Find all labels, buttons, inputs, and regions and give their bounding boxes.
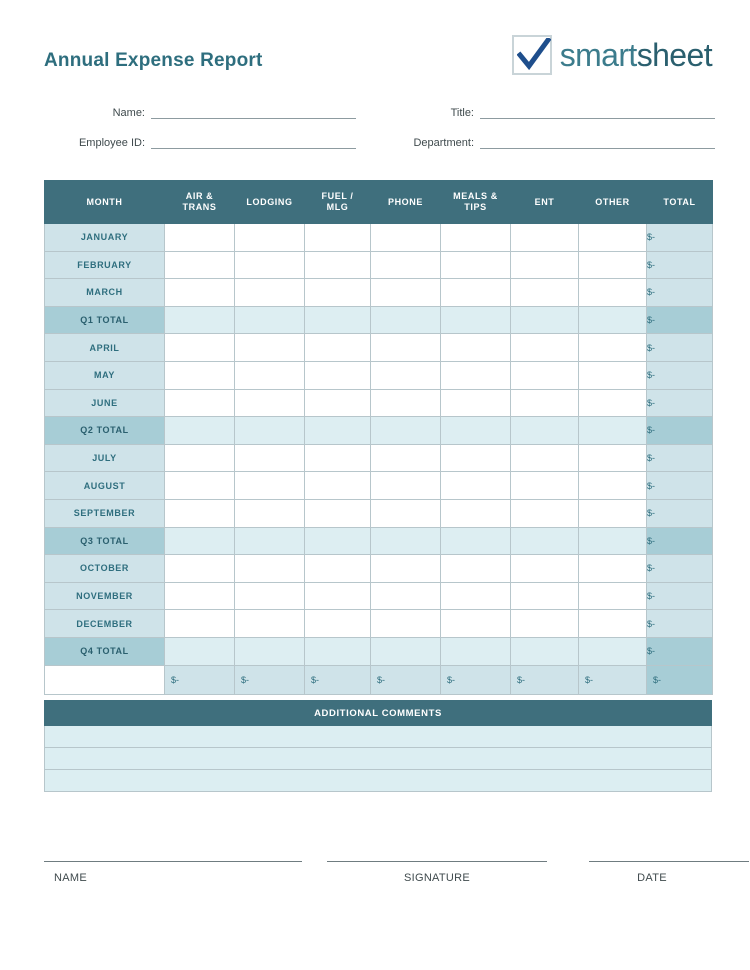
cell-january-meals[interactable] xyxy=(441,224,511,252)
cell-july-other[interactable] xyxy=(579,444,647,472)
row-label-march: MARCH xyxy=(45,279,165,307)
table-row-quarter-total xyxy=(45,527,713,555)
signature-group xyxy=(327,845,547,884)
cell-august-air[interactable] xyxy=(165,472,235,500)
cell-april-lodging[interactable] xyxy=(235,334,305,362)
logo-word-smart: smart xyxy=(559,37,637,73)
column-header-fuel-mlg-l2: MLG xyxy=(326,202,349,212)
row-label-july: JULY xyxy=(45,444,165,472)
cell-october-ent[interactable] xyxy=(511,555,579,583)
cell-july-lodging[interactable] xyxy=(235,444,305,472)
table-row xyxy=(45,472,713,500)
table-row xyxy=(45,555,713,583)
table-row xyxy=(45,582,713,610)
table-row xyxy=(45,610,713,638)
column-header-air-trans-l2: TRANS xyxy=(182,202,217,212)
cell-august-fuel[interactable] xyxy=(305,472,371,500)
table-row xyxy=(45,279,713,307)
column-header-total xyxy=(647,181,713,224)
column-header-meals-tips xyxy=(441,181,511,224)
column-header-other-l1: OTHER xyxy=(595,196,630,207)
date-label: DATE xyxy=(637,872,667,884)
cell-february-meals[interactable] xyxy=(441,251,511,279)
grand-total-other: $- xyxy=(579,665,647,694)
table-row-quarter-total xyxy=(45,637,713,665)
additional-comments-heading: ADDITIONAL COMMENTS xyxy=(44,700,712,726)
cell-q2-ent xyxy=(511,417,579,445)
cell-q2-air xyxy=(165,417,235,445)
date-input[interactable] xyxy=(589,845,749,862)
cell-q3-lodging xyxy=(235,527,305,555)
name-signature-label: NAME xyxy=(54,872,87,884)
signature-section xyxy=(44,845,712,895)
cell-november-air[interactable] xyxy=(165,582,235,610)
title-field-group xyxy=(414,104,715,119)
row-label-may: MAY xyxy=(45,361,165,389)
cell-q1-air xyxy=(165,306,235,334)
cell-march-lodging[interactable] xyxy=(235,279,305,307)
table-row xyxy=(45,444,713,472)
additional-comments-section xyxy=(44,700,712,792)
row-label-q3-total: Q3 TOTAL xyxy=(45,527,165,555)
row-label-december: DECEMBER xyxy=(45,610,165,638)
title-input[interactable] xyxy=(480,104,715,119)
cell-february-other[interactable] xyxy=(579,251,647,279)
cell-april-total: $- xyxy=(647,334,713,362)
cell-q4-meals xyxy=(441,637,511,665)
row-label-q1-total: Q1 TOTAL xyxy=(45,306,165,334)
cell-december-meals[interactable] xyxy=(441,610,511,638)
cell-june-fuel[interactable] xyxy=(305,389,371,417)
grand-total-label xyxy=(45,665,165,694)
cell-september-other[interactable] xyxy=(579,499,647,527)
cell-october-fuel[interactable] xyxy=(305,555,371,583)
cell-november-meals[interactable] xyxy=(441,582,511,610)
cell-march-meals[interactable] xyxy=(441,279,511,307)
cell-july-fuel[interactable] xyxy=(305,444,371,472)
column-header-fuel-mlg xyxy=(305,181,371,224)
cell-q2-phone xyxy=(371,417,441,445)
cell-q2-meals xyxy=(441,417,511,445)
table-row xyxy=(45,251,713,279)
row-label-august: AUGUST xyxy=(45,472,165,500)
cell-q2-fuel xyxy=(305,417,371,445)
employee-id-input[interactable] xyxy=(151,134,356,149)
cell-august-total: $- xyxy=(647,472,713,500)
cell-q3-other xyxy=(579,527,647,555)
cell-may-fuel[interactable] xyxy=(305,361,371,389)
cell-august-lodging[interactable] xyxy=(235,472,305,500)
name-signature-input[interactable] xyxy=(44,845,302,862)
table-row xyxy=(45,499,713,527)
cell-december-air[interactable] xyxy=(165,610,235,638)
table-row xyxy=(45,224,713,252)
signature-input[interactable] xyxy=(327,845,547,862)
cell-march-air[interactable] xyxy=(165,279,235,307)
cell-november-ent[interactable] xyxy=(511,582,579,610)
cell-february-phone[interactable] xyxy=(371,251,441,279)
cell-q4-fuel xyxy=(305,637,371,665)
table-header-row xyxy=(45,181,713,224)
cell-october-lodging[interactable] xyxy=(235,555,305,583)
signature-label: SIGNATURE xyxy=(403,872,471,884)
column-header-air-trans xyxy=(165,181,235,224)
cell-may-air[interactable] xyxy=(165,361,235,389)
cell-february-air[interactable] xyxy=(165,251,235,279)
cell-august-ent[interactable] xyxy=(511,472,579,500)
row-label-april: APRIL xyxy=(45,334,165,362)
smartsheet-logo xyxy=(512,28,712,82)
cell-may-ent[interactable] xyxy=(511,361,579,389)
column-header-lodging-l1: LODGING xyxy=(246,196,293,207)
cell-november-total: $- xyxy=(647,582,713,610)
row-label-october: OCTOBER xyxy=(45,555,165,583)
table-row-quarter-total xyxy=(45,306,713,334)
cell-q4-total: $- xyxy=(647,637,713,665)
table-row-grand-total xyxy=(45,665,713,694)
column-header-month-l1: MONTH xyxy=(86,196,123,207)
cell-q3-air xyxy=(165,527,235,555)
cell-september-ent[interactable] xyxy=(511,499,579,527)
grand-total-ent: $- xyxy=(511,665,579,694)
cell-september-lodging[interactable] xyxy=(235,499,305,527)
cell-q1-meals xyxy=(441,306,511,334)
cell-may-total: $- xyxy=(647,361,713,389)
page-title: Annual Expense Report xyxy=(44,50,263,71)
column-header-air-trans-l1: AIR & xyxy=(185,191,214,201)
grand-total-lodging: $- xyxy=(235,665,305,694)
cell-march-fuel[interactable] xyxy=(305,279,371,307)
logo-word-sheet: sheet xyxy=(636,37,712,73)
cell-april-other[interactable] xyxy=(579,334,647,362)
comments-line-2[interactable] xyxy=(44,748,712,770)
cell-december-lodging[interactable] xyxy=(235,610,305,638)
column-header-month xyxy=(45,181,165,224)
department-input[interactable] xyxy=(480,134,715,149)
cell-december-other[interactable] xyxy=(579,610,647,638)
logo-wordmark xyxy=(560,38,712,72)
column-header-phone xyxy=(371,181,441,224)
cell-september-meals[interactable] xyxy=(441,499,511,527)
cell-september-fuel[interactable] xyxy=(305,499,371,527)
cell-july-total: $- xyxy=(647,444,713,472)
cell-q2-other xyxy=(579,417,647,445)
checkmark-icon xyxy=(512,35,552,75)
cell-april-air[interactable] xyxy=(165,334,235,362)
cell-july-ent[interactable] xyxy=(511,444,579,472)
cell-january-total: $- xyxy=(647,224,713,252)
cell-q1-fuel xyxy=(305,306,371,334)
row-label-june: JUNE xyxy=(45,389,165,417)
expense-table-container xyxy=(44,180,712,695)
column-header-total-l1: TOTAL xyxy=(663,196,696,207)
cell-february-ent[interactable] xyxy=(511,251,579,279)
name-field-group xyxy=(89,104,356,119)
cell-august-other[interactable] xyxy=(579,472,647,500)
expense-table xyxy=(44,180,713,695)
row-label-february: FEBRUARY xyxy=(45,251,165,279)
cell-january-lodging[interactable] xyxy=(235,224,305,252)
cell-may-other[interactable] xyxy=(579,361,647,389)
row-label-january: JANUARY xyxy=(45,224,165,252)
cell-march-phone[interactable] xyxy=(371,279,441,307)
cell-q2-lodging xyxy=(235,417,305,445)
row-label-september: SEPTEMBER xyxy=(45,499,165,527)
cell-may-meals[interactable] xyxy=(441,361,511,389)
column-header-ent xyxy=(511,181,579,224)
cell-q3-meals xyxy=(441,527,511,555)
signature-name-group xyxy=(44,845,302,884)
cell-september-air[interactable] xyxy=(165,499,235,527)
grand-total-meals: $- xyxy=(441,665,511,694)
cell-march-other[interactable] xyxy=(579,279,647,307)
cell-july-phone[interactable] xyxy=(371,444,441,472)
cell-q3-fuel xyxy=(305,527,371,555)
cell-q4-phone xyxy=(371,637,441,665)
cell-q4-other xyxy=(579,637,647,665)
cell-july-meals[interactable] xyxy=(441,444,511,472)
signature-date-group xyxy=(589,845,749,884)
cell-june-lodging[interactable] xyxy=(235,389,305,417)
cell-september-total: $- xyxy=(647,499,713,527)
cell-q1-total: $- xyxy=(647,306,713,334)
cell-october-phone[interactable] xyxy=(371,555,441,583)
cell-december-ent[interactable] xyxy=(511,610,579,638)
cell-march-ent[interactable] xyxy=(511,279,579,307)
cell-january-phone[interactable] xyxy=(371,224,441,252)
row-label-q2-total: Q2 TOTAL xyxy=(45,417,165,445)
name-input[interactable] xyxy=(151,104,356,119)
cell-q4-air xyxy=(165,637,235,665)
cell-november-phone[interactable] xyxy=(371,582,441,610)
cell-q1-lodging xyxy=(235,306,305,334)
column-header-other xyxy=(579,181,647,224)
table-row xyxy=(45,334,713,362)
cell-october-other[interactable] xyxy=(579,555,647,583)
employee-id-label: Employee ID: xyxy=(78,137,145,149)
cell-november-fuel[interactable] xyxy=(305,582,371,610)
cell-august-meals[interactable] xyxy=(441,472,511,500)
cell-june-meals[interactable] xyxy=(441,389,511,417)
expense-table-body xyxy=(45,224,713,695)
cell-january-ent[interactable] xyxy=(511,224,579,252)
table-row-quarter-total xyxy=(45,417,713,445)
cell-march-total: $- xyxy=(647,279,713,307)
cell-q1-ent xyxy=(511,306,579,334)
row-label-q4-total: Q4 TOTAL xyxy=(45,637,165,665)
cell-september-phone[interactable] xyxy=(371,499,441,527)
cell-july-air[interactable] xyxy=(165,444,235,472)
cell-q2-total: $- xyxy=(647,417,713,445)
cell-february-total: $- xyxy=(647,251,713,279)
cell-april-meals[interactable] xyxy=(441,334,511,362)
cell-november-other[interactable] xyxy=(579,582,647,610)
cell-december-total: $- xyxy=(647,610,713,638)
cell-october-meals[interactable] xyxy=(441,555,511,583)
cell-q3-ent xyxy=(511,527,579,555)
column-header-meals-tips-l1: MEALS & xyxy=(453,191,498,201)
cell-february-fuel[interactable] xyxy=(305,251,371,279)
cell-june-other[interactable] xyxy=(579,389,647,417)
cell-january-fuel[interactable] xyxy=(305,224,371,252)
cell-december-phone[interactable] xyxy=(371,610,441,638)
cell-october-air[interactable] xyxy=(165,555,235,583)
cell-q3-phone xyxy=(371,527,441,555)
name-label: Name: xyxy=(112,107,145,119)
cell-q4-ent xyxy=(511,637,579,665)
row-label-november: NOVEMBER xyxy=(45,582,165,610)
cell-q1-phone xyxy=(371,306,441,334)
cell-q1-other xyxy=(579,306,647,334)
comments-line-3[interactable] xyxy=(44,770,712,792)
column-header-lodging xyxy=(235,181,305,224)
grand-total-air: $- xyxy=(165,665,235,694)
cell-april-phone[interactable] xyxy=(371,334,441,362)
document-header xyxy=(44,28,712,88)
cell-april-fuel[interactable] xyxy=(305,334,371,362)
header-fields xyxy=(44,100,712,162)
grand-total-total: $- xyxy=(647,665,713,694)
department-field-group xyxy=(374,134,715,149)
cell-q3-total: $- xyxy=(647,527,713,555)
table-row xyxy=(45,389,713,417)
cell-june-air[interactable] xyxy=(165,389,235,417)
column-header-phone-l1: PHONE xyxy=(387,196,423,207)
cell-april-ent[interactable] xyxy=(511,334,579,362)
comments-line-1[interactable] xyxy=(44,726,712,748)
cell-february-lodging[interactable] xyxy=(235,251,305,279)
cell-june-total: $- xyxy=(647,389,713,417)
cell-q4-lodging xyxy=(235,637,305,665)
department-label: Department: xyxy=(413,137,474,149)
cell-may-lodging[interactable] xyxy=(235,361,305,389)
column-header-ent-l1: ENT xyxy=(534,196,555,207)
cell-june-phone[interactable] xyxy=(371,389,441,417)
cell-december-fuel[interactable] xyxy=(305,610,371,638)
grand-total-phone: $- xyxy=(371,665,441,694)
cell-november-lodging[interactable] xyxy=(235,582,305,610)
table-row xyxy=(45,361,713,389)
cell-october-total: $- xyxy=(647,555,713,583)
column-header-meals-tips-l2: TIPS xyxy=(464,202,487,212)
employee-id-field-group xyxy=(44,134,356,149)
column-header-fuel-mlg-l1: FUEL / xyxy=(321,191,354,201)
cell-may-phone[interactable] xyxy=(371,361,441,389)
grand-total-fuel: $- xyxy=(305,665,371,694)
title-label: Title: xyxy=(450,107,474,119)
cell-january-other[interactable] xyxy=(579,224,647,252)
cell-june-ent[interactable] xyxy=(511,389,579,417)
cell-august-phone[interactable] xyxy=(371,472,441,500)
cell-january-air[interactable] xyxy=(165,224,235,252)
